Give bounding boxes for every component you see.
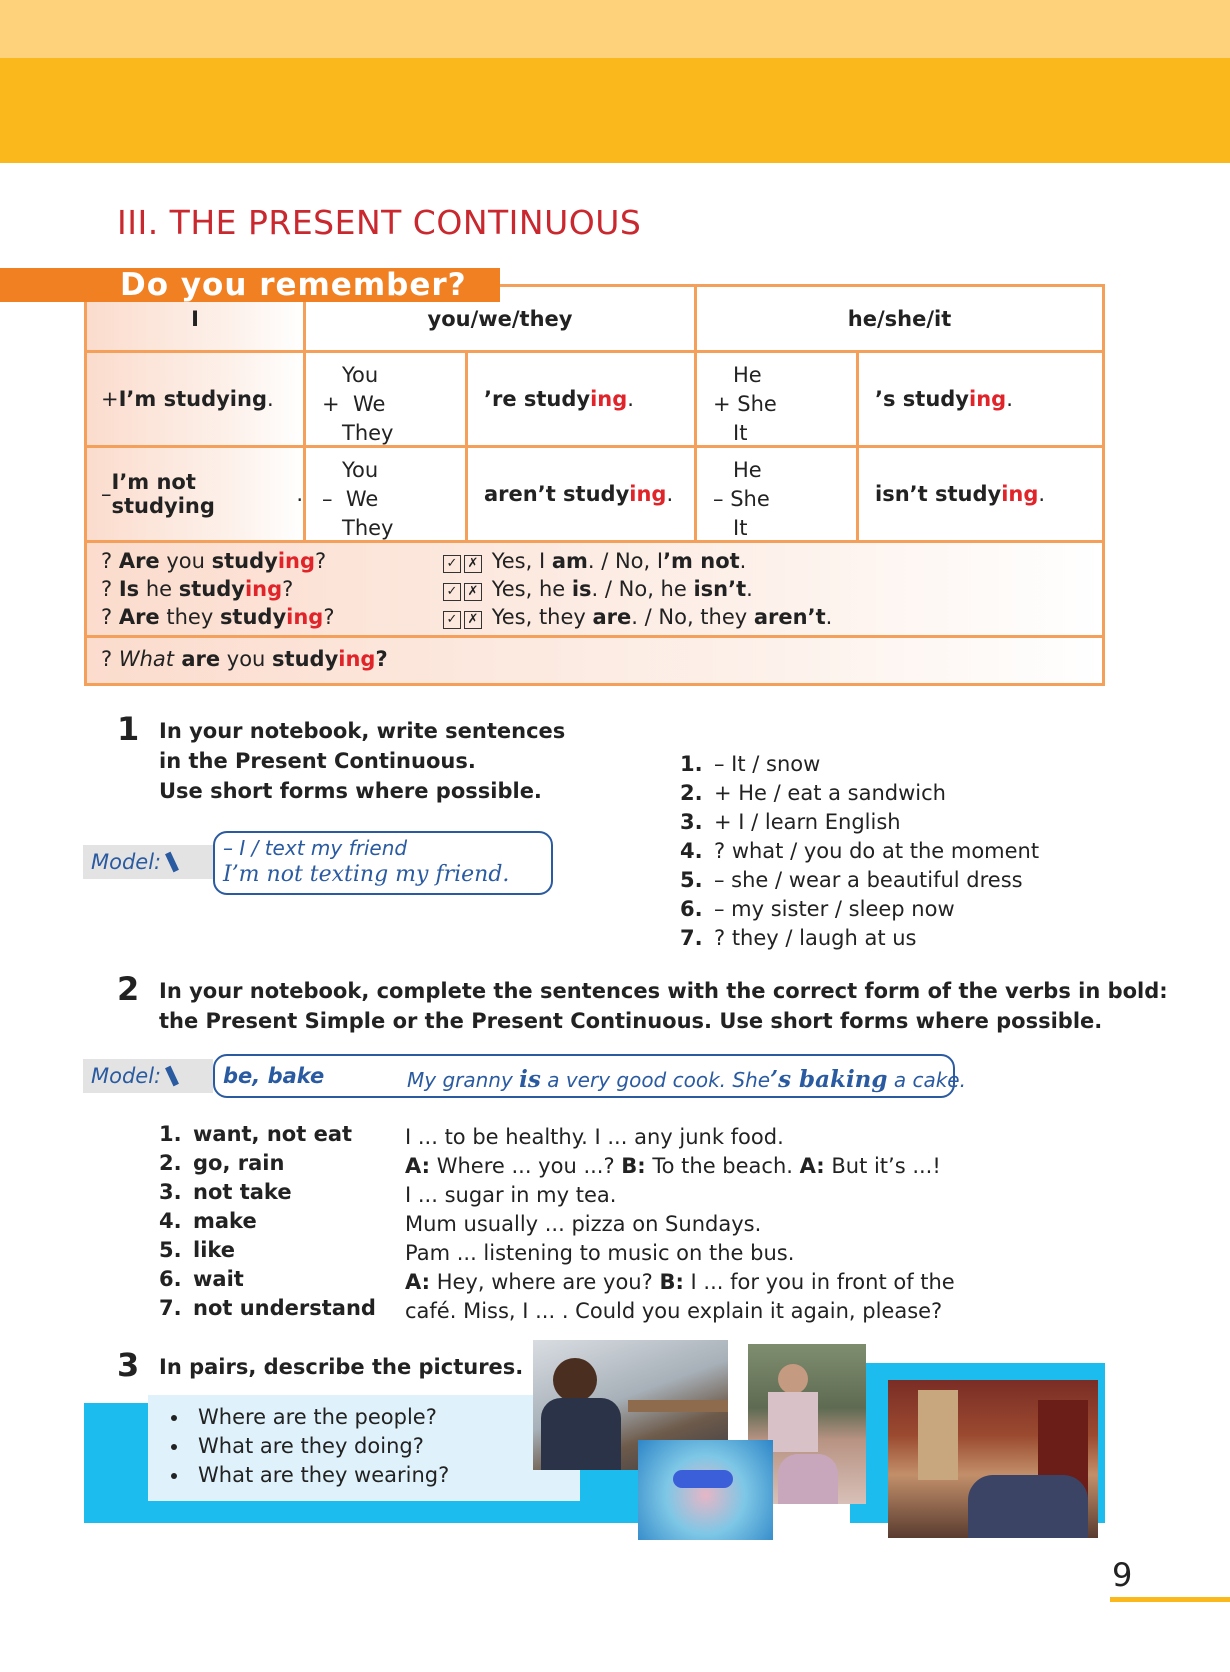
list-item: 3. + I / learn English [680,810,901,834]
list-item: • Where are the people? [190,1403,580,1432]
question-2: ? Is he studying? [101,577,294,601]
list-item: 1. want, not eat [159,1122,353,1146]
pronouns-plural-negative: You – We They [306,448,468,543]
answer-2: ✓ ✗ Yes, he is. / No, he isn’t. [443,577,753,601]
exercise-2-instruction: In your notebook, complete the sentences with the correct form of the verbs in bold: the Present Simple or the Present Continuous. Use short forms where possible. [159,979,1168,1033]
swimmer-photo [638,1440,773,1540]
pencil-icon [165,1066,179,1087]
cross-icon: ✗ [464,583,482,601]
header-band [0,58,1230,163]
list-item: 6. – my sister / sleep now [680,897,955,921]
section-title: III. THE PRESENT CONTINUOUS [117,203,642,242]
check-icon: ✓ [443,555,461,573]
list-item: 4. ? what / you do at the moment [680,839,1040,863]
exercise-1-number: 1 [117,710,140,748]
pronouns-singular-negative: He – She It [697,448,859,543]
exercise-2-number: 2 [117,970,140,1008]
exercise-2-sentences: I ... to be healthy. I ... any junk food. A: Where ... you ...? B: To the beach. A: But it’s ...! I ... sugar in my tea. Mum usually ... pizza on Sundays. Pam ... listening to music on the bus. A: Hey, where are you? B: I ... for you in front of the café. Miss, I ... . Could you explain it again, please? [405,1125,955,1323]
list-item: • What are they doing? [190,1432,580,1461]
answer-3: ✓ ✗ Yes, they are. / No, they aren’t. [443,605,832,629]
exercise-3-bullets [148,1395,580,1501]
questions-block [87,543,1102,638]
pronouns-plural-affirmative: You + We They [306,353,468,448]
pronouns-singular-affirmative: He + She It [697,353,859,448]
header-you-we-they: you/we/they [306,287,697,353]
exercise-2-model-bubble: be, bake My granny is a very good cook. She’s baking a cake. [213,1054,955,1098]
list-item: • What are they wearing? [190,1461,580,1490]
form-singular-negative: isn’t study ing . [859,448,1102,543]
form-plural-negative: aren’t study ing . [468,448,697,543]
list-item: 6. wait [159,1267,244,1291]
check-icon: ✓ [443,583,461,601]
exercise-3-number: 3 [117,1346,140,1384]
form-singular-affirmative: ’s study ing . [859,353,1102,448]
remember-banner: Do you remember? [0,268,500,302]
exercise-1-model-tag: Model: [83,845,213,879]
question-1: ? Are you studying? [101,549,327,573]
header-i: I [87,287,306,353]
list-item: 1. – It / snow [680,752,821,776]
header-band-light [0,0,1230,58]
page-number-underline [1110,1597,1230,1602]
exercise-2-verbs [159,1120,376,1323]
list-item: 7. not understand [159,1296,376,1320]
header-he-she-it: he/she/it [697,287,1102,353]
list-item: 2. + He / eat a sandwich [680,781,946,805]
row-affirmative-label: + I’m studying . [87,353,306,448]
list-item: 5. – she / wear a beautiful dress [680,868,1023,892]
list-item: 4. make [159,1209,257,1233]
form-plural-affirmative: ’re study ing . [468,353,697,448]
pencil-icon [165,852,179,873]
wh-question-row [87,638,1102,683]
row-negative-label: – I’m not studying . [87,448,306,543]
exercise-3-instruction: In pairs, describe the pictures. [159,1355,524,1379]
list-item: 2. go, rain [159,1151,285,1175]
wh-question: ? What are you studying? [101,647,388,671]
answer-1: ✓ ✗ Yes, I am. / No, I’m not. [443,549,746,573]
grammar-table [84,284,1105,686]
cross-icon: ✗ [464,611,482,629]
list-item: 7. ? they / laugh at us [680,926,917,950]
cross-icon: ✗ [464,555,482,573]
list-item: 5. like [159,1238,236,1262]
exercise-1-list [680,750,1039,953]
question-3: ? Are they studying? [101,605,335,629]
list-item: 3. not take [159,1180,292,1204]
exercise-1-instruction: In your notebook, write sentences in the Present Continuous. Use short forms where possible. [159,719,566,803]
exercise-1-model-bubble: – I / text my friend I’m not texting my friend. [213,831,553,895]
check-icon: ✓ [443,611,461,629]
museum-visit-photo [888,1380,1098,1538]
exercise-2-model-tag: Model: [83,1059,213,1093]
page-number: 9 [1112,1556,1133,1594]
